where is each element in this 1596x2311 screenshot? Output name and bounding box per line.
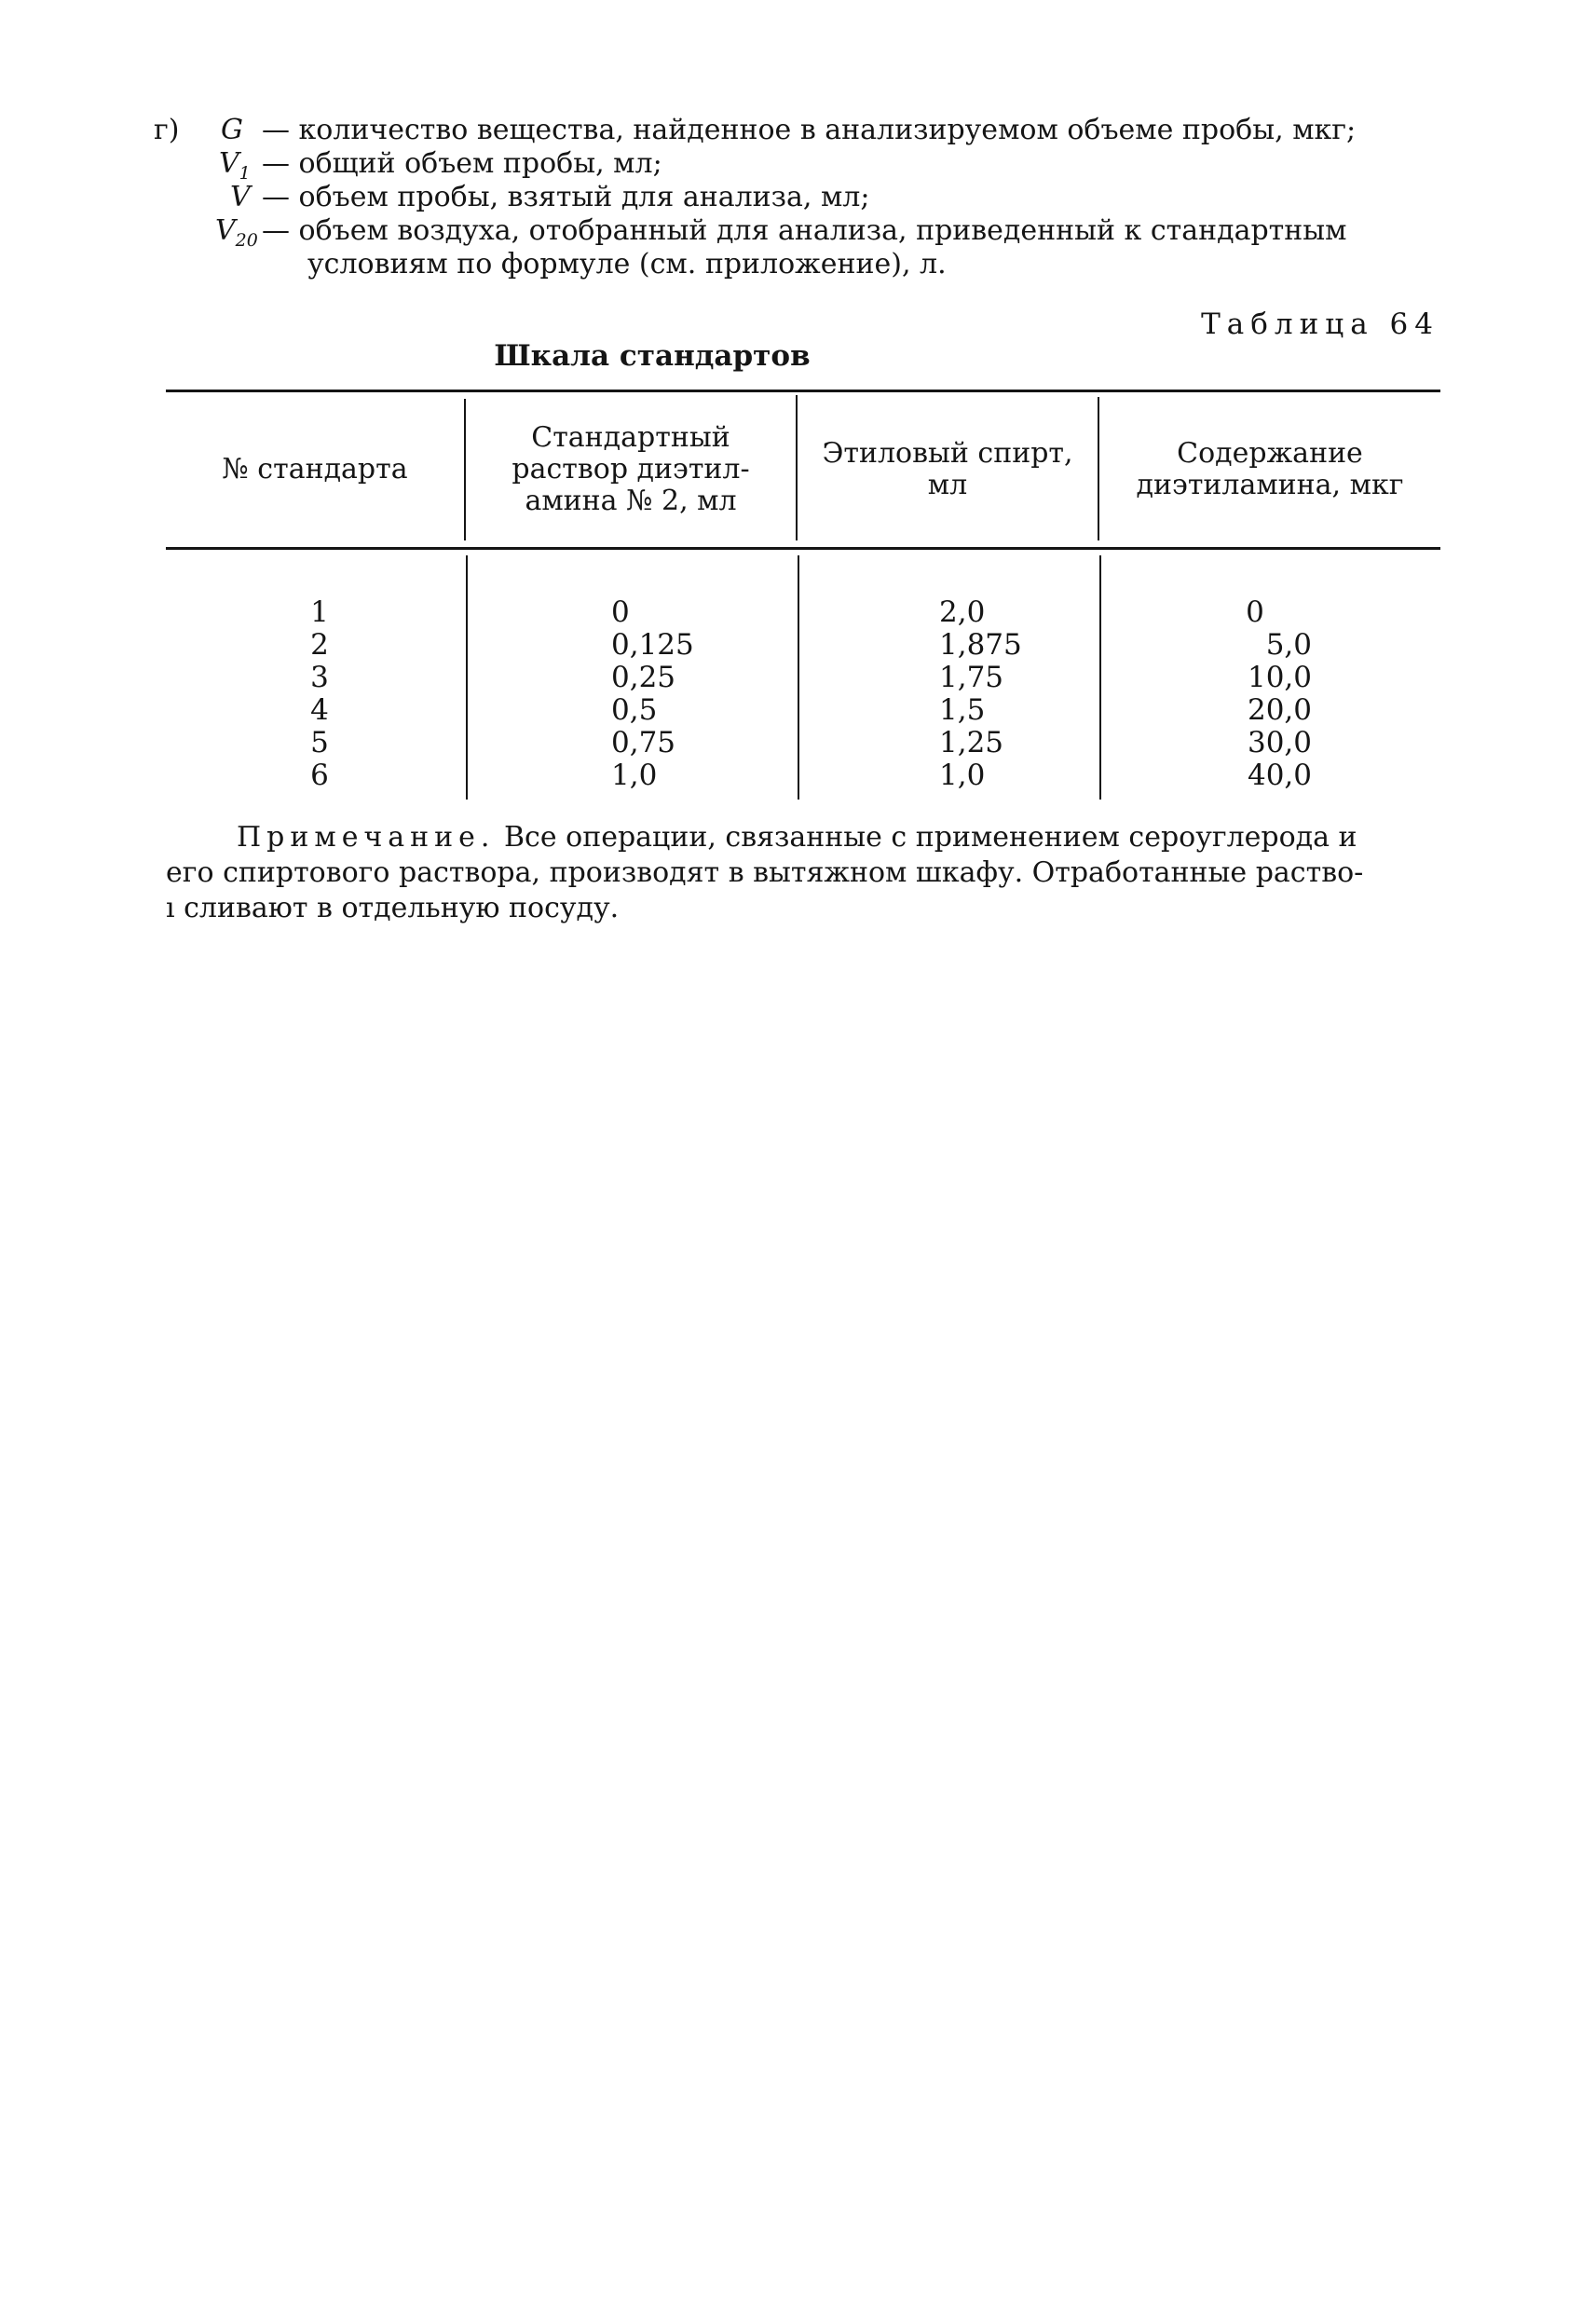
table-cell: 0,5	[611, 693, 658, 727]
table-cell: 1,0	[611, 759, 658, 792]
definition-text: — объем воздуха, отобранный для анализа, приведенный к стандартным	[262, 214, 1347, 247]
column-divider	[466, 555, 468, 800]
table-cell: 2,0	[939, 595, 986, 629]
table-cell: 0,125	[611, 628, 694, 662]
symbol-V1: $V_1$	[219, 147, 251, 184]
table-cell: 4	[310, 693, 329, 727]
table-cell: 0,75	[611, 726, 676, 759]
table-cell: 20,0	[1247, 693, 1312, 727]
column-divider	[798, 555, 799, 800]
note-line: его спиртового раствора, производят в вытяжном шкафу. Отработанные раство-	[166, 856, 1364, 889]
note-label: Примечание.	[237, 821, 496, 854]
table-cell: 40,0	[1247, 759, 1312, 792]
table-title: Шкала стандартов	[494, 339, 811, 373]
table-cell: 5,0	[1265, 628, 1312, 662]
table-cell: 5	[310, 726, 329, 759]
table-cell: 1,0	[939, 759, 986, 792]
definition-text: — объем пробы, взятый для анализа, мл;	[262, 181, 870, 213]
definition-row	[154, 214, 1458, 251]
note-line: Примечание. Все операции, связанные с применением сероуглерода и	[237, 821, 1357, 854]
variable-definitions	[154, 114, 1458, 281]
table-cell: 1,875	[939, 628, 1022, 662]
table-note	[166, 820, 1442, 926]
header-ethyl-alcohol: Этиловый спирт, мл	[822, 437, 1073, 501]
table-cell: 0	[611, 595, 630, 629]
table-top-rule	[166, 390, 1440, 392]
list-marker: г)	[154, 114, 180, 146]
definition-text: — количество вещества, найденное в анализируемом объеме пробы, мкг;	[262, 114, 1357, 146]
column-ethyl-alcohol	[939, 596, 1022, 792]
table-cell: 1,5	[939, 693, 986, 727]
table-cell: 0	[1246, 595, 1264, 629]
standards-table	[166, 388, 1440, 805]
definition-text: — общий объем пробы, мл;	[262, 147, 662, 180]
column-standard-solution	[611, 596, 694, 792]
definition-row	[154, 181, 1458, 214]
definition-row	[154, 114, 1458, 147]
column-diethylamine-content	[1153, 596, 1312, 792]
table-header-rule	[166, 547, 1440, 550]
table-cell: 6	[310, 759, 329, 792]
table-cell: 3	[310, 661, 329, 694]
table-cell: 2	[310, 628, 329, 662]
table-cell: 1	[310, 595, 329, 629]
table-cell: 0,25	[611, 661, 676, 694]
symbol-G: G	[221, 114, 243, 146]
table-number: Таблица 64	[1201, 308, 1439, 341]
column-divider	[1099, 555, 1101, 800]
symbol-V: V	[230, 181, 251, 213]
header-diethylamine-content: Содержание диэтиламина, мкг	[1136, 437, 1404, 501]
table-cell: 1,25	[939, 726, 1004, 759]
header-standard-number: № стандарта	[222, 453, 408, 485]
table-cell: 30,0	[1247, 726, 1312, 759]
note-line: ı сливают в отдельную посуду.	[166, 892, 620, 924]
definition-row	[154, 147, 1458, 184]
table-cell: 1,75	[939, 661, 1004, 694]
header-standard-solution: Стандартный раствор диэтил- амина № 2, мл	[512, 421, 750, 517]
definition-continuation: условиям по формуле (см. приложение), л.	[307, 248, 947, 280]
column-standard-number	[301, 596, 338, 792]
symbol-V20: $V_{20}$	[215, 214, 258, 251]
table-cell: 10,0	[1247, 661, 1312, 694]
